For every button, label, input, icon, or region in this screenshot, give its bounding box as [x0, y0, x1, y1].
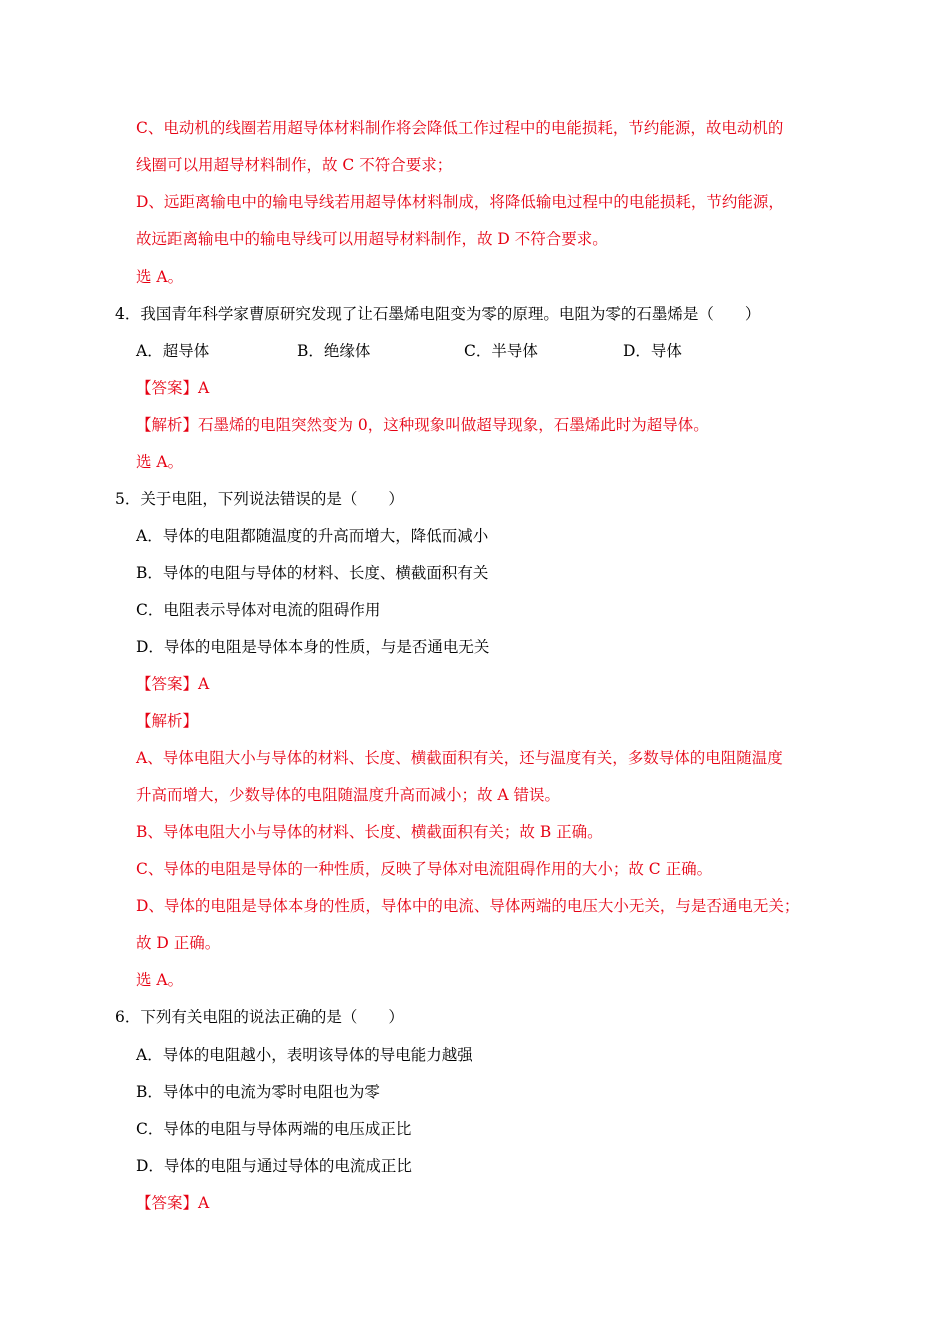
q6-option-d: D．导体的电阻与通过导体的电流成正比	[136, 1157, 412, 1175]
q5-stem: 5．关于电阻，下列说法错误的是（ ）	[115, 490, 404, 508]
q4-answer: 【答案】A	[136, 379, 210, 397]
q6-answer: 【答案】A	[136, 1194, 210, 1212]
q5-analysis-d-line2: 故 D 正确。	[136, 934, 221, 952]
q3-select: 选 A。	[136, 268, 184, 286]
q4-option-b: B．绝缘体	[297, 342, 371, 360]
q6-option-a: A．导体的电阻越小，表明该导体的导电能力越强	[136, 1046, 473, 1064]
q4-options	[136, 341, 836, 361]
q5-option-d: D．导体的电阻是导体本身的性质，与是否通电无关	[136, 638, 490, 656]
q6-option-b: B．导体中的电流为零时电阻也为零	[136, 1083, 380, 1101]
q5-option-c: C．电阻表示导体对电流的阻碍作用	[136, 601, 381, 619]
q5-analysis-a-line2: 升高而增大，少数导体的电阻随温度升高而减小；故 A 错误。	[136, 786, 561, 804]
q4-option-c: C．半导体	[464, 342, 538, 360]
q5-option-a: A．导体的电阻都随温度的升高而增大，降低而减小	[136, 527, 489, 545]
q6-stem: 6．下列有关电阻的说法正确的是（ ）	[115, 1008, 404, 1026]
q3-analysis-d-line2: 故远距离输电中的输电导线可以用超导材料制作，故 D 不符合要求。	[136, 230, 608, 248]
q4-stem: 4．我国青年科学家曹原研究发现了让石墨烯电阻变为零的原理。电阻为零的石墨烯是（ ）	[115, 305, 761, 323]
q6-option-c: C．导体的电阻与导体两端的电压成正比	[136, 1120, 412, 1138]
q5-analysis-d-line1: D、导体的电阻是导体本身的性质，导体中的电流、导体两端的电压大小无关，与是否通电无关；	[136, 897, 800, 915]
q3-analysis-d-line1: D、远距离输电中的输电导线若用超导体材料制成，将降低输电过程中的电能损耗，节约能源，	[136, 193, 784, 211]
q5-analysis-b-line: B、导体电阻大小与导体的材料、长度、横截面积有关；故 B 正确。	[136, 823, 603, 841]
q3-analysis-c-line1: C、电动机的线圈若用超导体材料制作将会降低工作过程中的电能损耗，节约能源，故电动机的	[136, 119, 784, 137]
q4-option-a: A．超导体	[136, 342, 210, 360]
q5-analysis-c-line: C、导体的电阻是导体的一种性质，反映了导体对电流阻碍作用的大小；故 C 正确。	[136, 860, 713, 878]
q4-analysis: 【解析】石墨烯的电阻突然变为 0，这种现象叫做超导现象，石墨烯此时为超导体。	[136, 416, 709, 434]
q5-select: 选 A。	[136, 971, 184, 989]
q5-analysis-a-line1: A、导体电阻大小与导体的材料、长度、横截面积有关，还与温度有关，多数导体的电阻随温度	[136, 749, 783, 767]
q5-analysis-title: 【解析】	[136, 712, 199, 730]
q5-option-b: B．导体的电阻与导体的材料、长度、横截面积有关	[136, 564, 489, 582]
q4-option-d: D．导体	[623, 342, 682, 360]
q4-select: 选 A。	[136, 453, 184, 471]
q5-answer: 【答案】A	[136, 675, 210, 693]
q3-analysis-c-line2: 线圈可以用超导材料制作，故 C 不符合要求；	[136, 156, 453, 174]
